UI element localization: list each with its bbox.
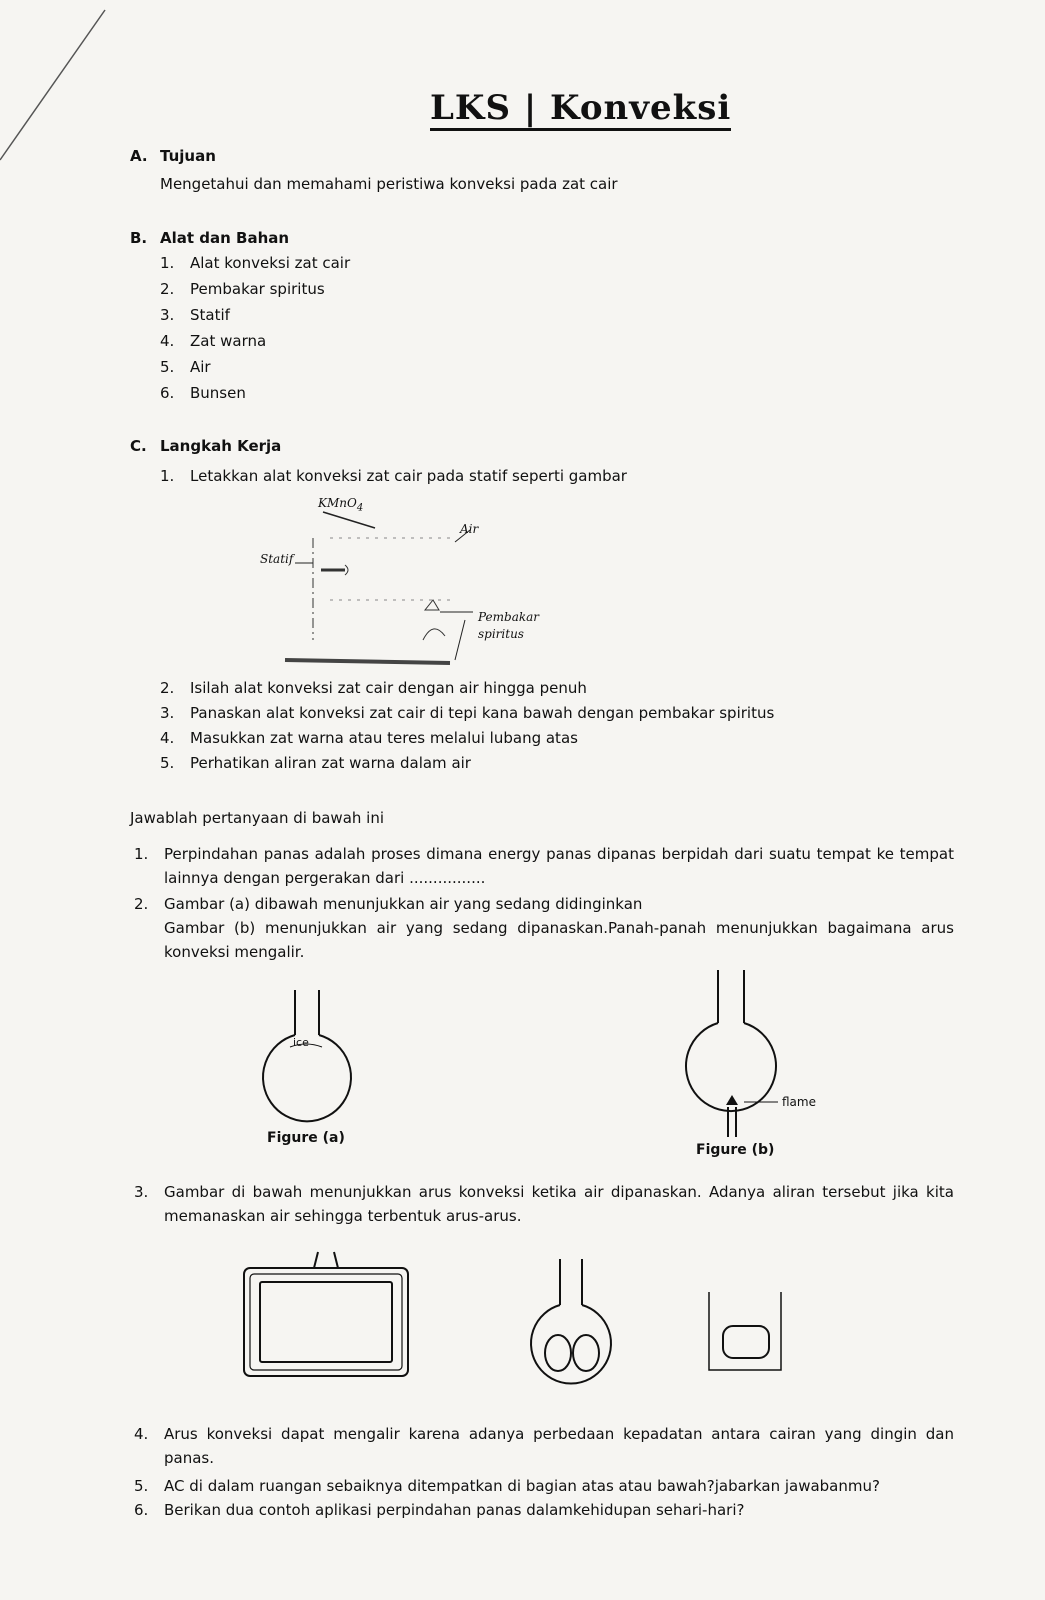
- section-a-text: Mengetahui dan memahami peristiwa konveksi pada zat cair: [160, 175, 618, 193]
- figure-b-flame-label: flame: [782, 1095, 816, 1109]
- figure-a-flask-cooled: [255, 985, 365, 1125]
- diagram-label-statif: Statif: [260, 552, 294, 566]
- list-item: 5. Air: [160, 358, 211, 376]
- section-c-label: C.: [130, 437, 147, 455]
- section-b-label: B.: [130, 229, 148, 247]
- figure-b-flask-heated: [680, 965, 820, 1145]
- list-item: 3. Statif: [160, 306, 230, 324]
- questions-intro: Jawablah pertanyaan di bawah ini: [130, 809, 385, 827]
- convection-flask-diagram: [528, 1255, 618, 1390]
- list-item: 5. Perhatikan aliran zat warna dalam air: [160, 754, 471, 772]
- page-title: LKS | Konveksi: [430, 88, 731, 131]
- list-item: 1. Alat konveksi zat cair: [160, 254, 351, 272]
- step-1: 1. Letakkan alat konveksi zat cair pada statif seperti gambar: [160, 467, 627, 485]
- convection-beaker-diagram: [705, 1288, 785, 1374]
- steps-list: [160, 676, 774, 776]
- list-item: 3. Panaskan alat konveksi zat cair di tepi kana bawah dengan pembakar spiritus: [160, 704, 775, 722]
- figure-a-caption: Figure (a): [267, 1130, 345, 1146]
- question-2: 2. Gambar (a) dibawah menunjukkan air yang sedang didinginkan Gambar (b) menunjukkan air yang sedang dipanaskan.Panah-panah menunjukkan bagaimana arus konveksi mengalir.: [134, 895, 954, 961]
- section-c-title: Langkah Kerja: [160, 437, 282, 455]
- question-4: 4. Arus konveksi dapat mengalir karena adanya perbedaan kepadatan antara cairan yang dingin dan panas.: [134, 1425, 954, 1467]
- section-a-label: A.: [130, 147, 148, 165]
- materials-list: [160, 250, 350, 406]
- section-c-heading: [130, 436, 281, 456]
- convection-apparatus-diagram: [255, 490, 555, 670]
- list-item: 4. Masukkan zat warna atau teres melalui lubang atas: [160, 729, 578, 747]
- question-3: 3. Gambar di bawah menunjukkan arus konveksi ketika air dipanaskan. Adanya aliran tersebut jika kita memanaskan air sehingga terbentuk arus-arus.: [134, 1183, 954, 1225]
- list-item: 2. Isilah alat konveksi zat cair dengan air hingga penuh: [160, 679, 587, 697]
- figure-b-caption: Figure (b): [696, 1142, 775, 1158]
- section-b-title: Alat dan Bahan: [160, 229, 290, 247]
- question-1: 1. Perpindahan panas adalah proses dimana energy panas dipanas berpidah dari suatu tempat ke tempat lainnya dengan pergerakan dari ................: [134, 845, 954, 887]
- list-item: 4. Zat warna: [160, 332, 267, 350]
- diagram-label-spiritus: spiritus: [478, 627, 524, 641]
- question-5: 5. AC di dalam ruangan sebaiknya ditempatkan di bagian atas atau bawah?jabarkan jawabanmu?: [134, 1477, 880, 1495]
- figure-a-ice-label: ice: [293, 1036, 309, 1049]
- list-item: 2. Pembakar spiritus: [160, 280, 325, 298]
- diagram-label-kmno4: KMnO$_4$: [318, 496, 364, 514]
- list-item: 6. Bunsen: [160, 384, 246, 402]
- diagram-label-pembakar: Pembakar: [478, 610, 540, 624]
- convection-loop-tube-diagram: [240, 1248, 412, 1380]
- section-a-title: Tujuan: [160, 147, 216, 165]
- diagram-label-air: Air: [460, 522, 479, 536]
- section-b-heading: [130, 228, 289, 248]
- question-6: 6. Berikan dua contoh aplikasi perpindahan panas dalamkehidupan sehari-hari?: [134, 1501, 745, 1519]
- scan-artifact: [0, 0, 110, 170]
- section-a-heading: [130, 146, 216, 166]
